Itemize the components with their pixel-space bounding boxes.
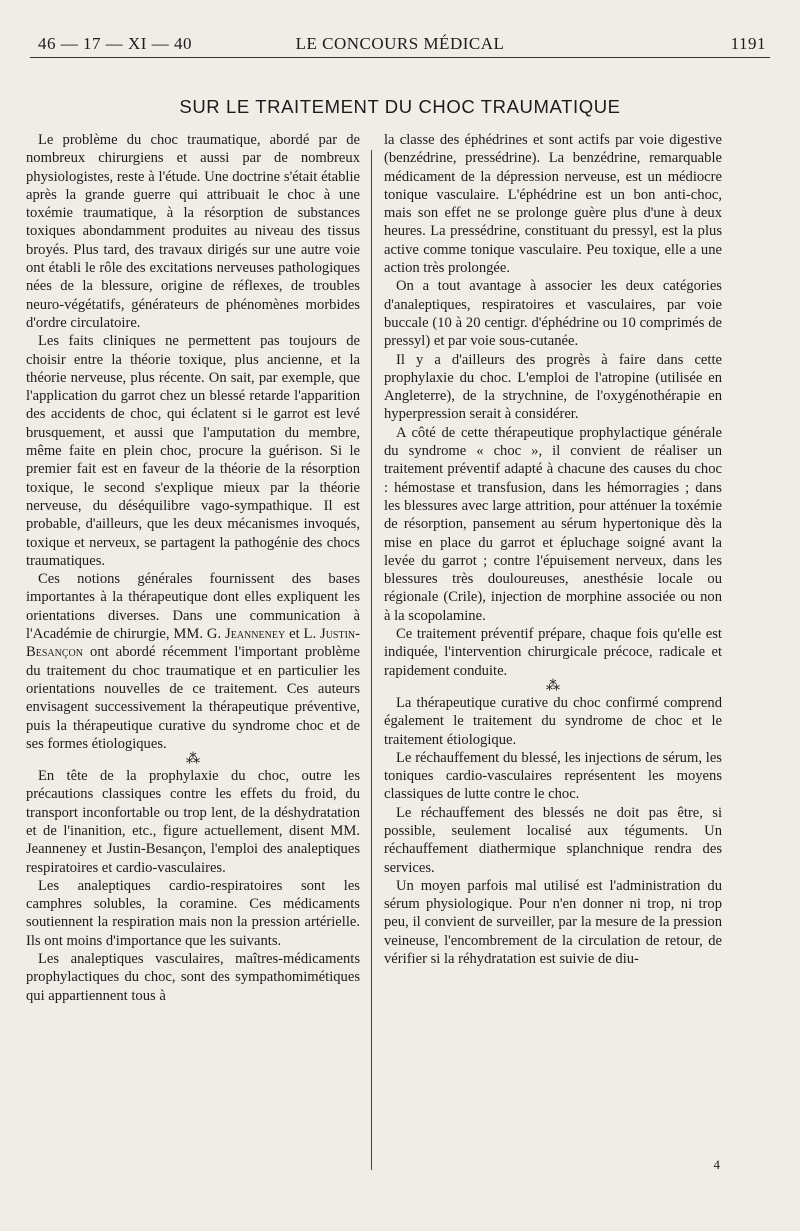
- header-page-number: 1191: [730, 34, 766, 53]
- article-title: SUR LE TRAITEMENT DU CHOC TRAUMATIQUE: [179, 96, 621, 117]
- paragraph: Le problème du choc traumatique, abordé par de nombreux chirurgiens et aussi par de nombreux physiologistes, reste à l'étude. Une doctrine s'était établie après la grande guerre qui attribuait le choc à une toxémie traumatique, à la résorption de substances toxiques abondamment produites au niveau des tissus broyés. Plus tard, des travaux dirigés sur une autre voie ont établi le rôle des excitations nerveuses pathologiques nées de la blessure, origine de réflexes, de troubles neuro-végétatifs, générateurs de phénomènes morbides d'ordre circulatoire.: [26, 132, 360, 331]
- paragraph: Les faits cliniques ne permettent pas toujours de choisir entre la théorie toxique, plus ancienne, et la théorie nerveuse, plus récente. On sait, par exemple, que l'application du garrot chez un blessé retarde l'apparition des accidents de choc, qui éclatent si le garrot est levé brusquement, et aussi que l'amputation du membre, même faite en plein choc, procure la guérison. Si le premier fait est en faveur de la théorie de la résorption toxique, le second s'explique mieux par la théorie nerveuse, du déséquilibre vago-sympathique. Il est probable, d'ailleurs, que les deux mécanismes invoqués, toxique et nerveux, se partagent la pathogénie des chocs traumatiques.: [26, 333, 360, 569]
- left-column: [26, 131, 360, 1005]
- text-run: et L.: [285, 626, 321, 643]
- section-asterism: ⁂: [186, 752, 200, 768]
- running-header: [30, 34, 770, 56]
- author-name: Jeanneney: [225, 626, 286, 643]
- paragraph: Les analeptiques vasculaires, maîtres-médicaments prophylactiques du choc, sont des sympathomimétiques qui appartiennent tous à: [26, 951, 360, 1004]
- paragraph: Le réchauffement du blessé, les injections de sérum, les toniques cardio-vasculaires représentent les moyens classiques de lutte contre le choc.: [384, 749, 722, 803]
- column-divider: [371, 150, 372, 1170]
- paragraph: La thérapeutique curative du choc confirmé comprend également le traitement du syndrome de choc et le traitement étiologique.: [384, 694, 722, 748]
- paragraph: En tête de la prophylaxie du choc, outre les précautions classiques contre les effets du froid, du transport inconfortable ou trop lent, de la déshydratation et de l'inanition, etc., figure actuellement, disent MM. Jeanneney et Justin-Besançon, l'emploi des analeptiques respiratoires et cardio-vasculaires.: [26, 768, 360, 876]
- text-run: ont abordé récemment l'important problème du traitement du choc traumatique et en particulier les orientations nouvelles de ce traitement. Ces auteurs envisagent successivement la thérapeutique préventive, puis la thérapeutique curative du syndrome choc et de ses formes étiologiques.: [26, 644, 360, 752]
- paragraph: Les analeptiques cardio-respiratoires sont les camphres solubles, la coramine. Ces médicaments soutiennent la respiration mais non la pression artérielle. Ils ont moins d'importance que les suivants.: [26, 877, 360, 949]
- paragraph: la classe des éphédrines et sont actifs par voie digestive (benzédrine, pressédrine). La benzédrine, remarquable médicament de la dépression nerveuse, est un médiocre tonique vasculaire. L'éphédrine est un bon anti-choc, mais son effet ne se prolonge guère plus d'une à deux heures. La pressédrine, constituant du pressyl, est la plus active comme tonique vasculaire. Peu toxique, elle a une action très prolongée.: [384, 132, 722, 277]
- paragraph: Le réchauffement des blessés ne doit pas être, si possible, seulement localisé aux téguments. Un réchauffement diathermique splanchnique rendra des services.: [384, 804, 722, 876]
- author-name: Justin-Besançon: [26, 626, 360, 661]
- signature-mark: 4: [713, 1157, 720, 1172]
- header-rule: [30, 57, 770, 58]
- paragraph: [26, 570, 360, 753]
- header-date: 46 — 17 — XI — 40: [38, 34, 192, 53]
- paragraph: Un moyen parfois mal utilisé est l'administration du sérum physiologique. Pour n'en donner ni trop, ni trop peu, il convient de surveiller, par la mesure de la pression veineuse, l'encombrement de la circulation de retour, de vérifier si la réhydratation est suivie de diu-: [384, 877, 722, 968]
- paragraph: Ce traitement préventif prépare, chaque fois qu'elle est indiquée, l'intervention chirurgicale précoce, radicale et rapidement conduite.: [384, 626, 722, 679]
- text-run: Ces notions générales fournissent des bases importantes à la thérapeutique dont elles expliquent les orientations diverses. Dans une communication à l'Académie de chirurgie, MM. G.: [26, 571, 360, 643]
- paragraph: A côté de cette thérapeutique prophylactique générale du syndrome « choc », il convient de réaliser un traitement préventif adapté à chacune des causes du choc : hémostase et transfusion, dans les hémorragies ; dans les blessures avec large attrition, pour atténuer la toxémie de résorption, pansement au sérum hypertonique dès la mise en place du garrot et épluchage soigné avant la levée du garrot ; contre l'épuisement nerveux, dans les blessures très douloureuses, anesthésie locale ou régionale (Crile), injection de morphine associée ou non à la scopolamine.: [384, 424, 722, 624]
- paragraph: On a tout avantage à associer les deux catégories d'analeptiques, respiratoires et vasculaires, par voie buccale (10 à 20 centigr. d'éphédrine ou 10 comprimés de pressyl) et par voie sous-cutanée.: [384, 278, 722, 350]
- paragraph: Il y a d'ailleurs des progrès à faire dans cette prophylaxie du choc. L'emploi de l'atropine (utilisée en Angleterre), de la strychnine, de l'oxygénothérapie en hyperpression serait à considérer.: [384, 351, 722, 423]
- section-asterism: ⁂: [546, 678, 560, 694]
- header-journal-name: LE CONCOURS MÉDICAL: [295, 34, 505, 53]
- right-column: [384, 131, 722, 968]
